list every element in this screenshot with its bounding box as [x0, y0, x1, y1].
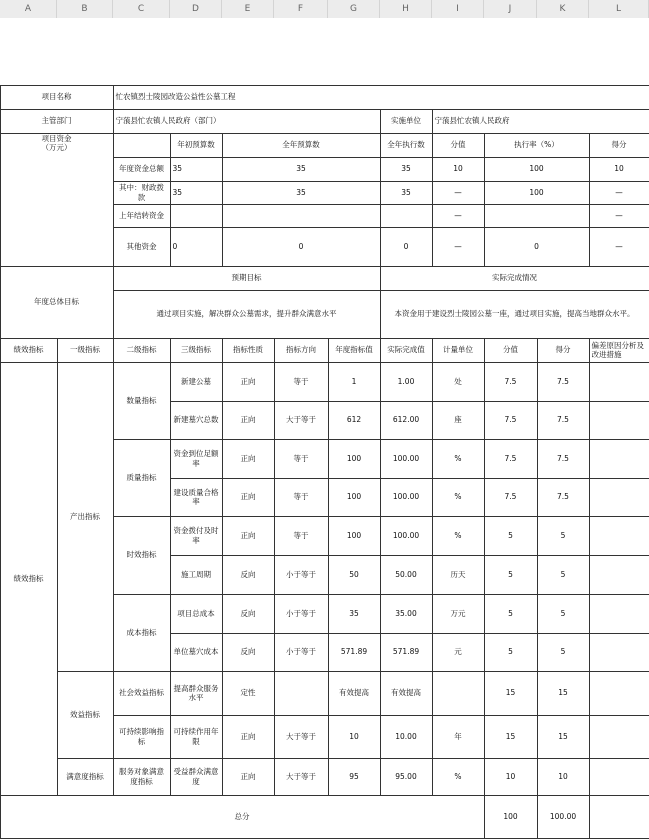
funds-header-rate: 执行率（%）: [484, 133, 590, 158]
indicator-unit: %: [432, 516, 485, 556]
goals-expected-header: 预期目标: [113, 266, 381, 291]
indicator-score: 7.5: [537, 478, 590, 517]
level2-cell: 服务对象满意度指标: [113, 758, 171, 796]
level1-output: 产出指标: [57, 362, 114, 672]
indicator-target: 100: [328, 478, 381, 517]
indicator-unit: 处: [432, 362, 485, 402]
indicator-nature: 正向: [222, 439, 275, 479]
indicator-actual: 100.00: [380, 516, 433, 556]
funds-row-score: —: [589, 204, 649, 228]
level1-benefit: 效益指标: [57, 671, 114, 759]
indicator-actual: 1.00: [380, 362, 433, 402]
indicator-header: 指标方向: [274, 338, 329, 363]
indicator-value: 5: [484, 555, 538, 595]
funds-row-annual: 35: [222, 157, 381, 182]
indicator-deviation: [589, 715, 649, 759]
total-score: 100.00: [537, 795, 590, 839]
indicator-name: 建设质量合格率: [170, 478, 223, 517]
indicator-score: 5: [537, 594, 590, 634]
project-name-value: 忙农镇烈士陵园改造公益性公墓工程: [113, 85, 649, 110]
indicator-direction: [274, 671, 329, 716]
indicator-name: 单位墓穴成本: [170, 633, 223, 672]
indicator-header: 分值: [484, 338, 538, 363]
indicator-value: 10: [484, 758, 538, 796]
evaluation-sheet: [0, 18, 649, 840]
indicator-deviation: [589, 594, 649, 634]
indicator-name: 新建墓穴总数: [170, 401, 223, 440]
goals-actual-text: 本资金用于建设烈士陵园公墓一座，通过项目实施，提高当地群众水平。: [380, 290, 649, 339]
indicator-nature: 反向: [222, 594, 275, 634]
indicator-unit: 万元: [432, 594, 485, 634]
indicator-direction: 大于等于: [274, 758, 329, 796]
funds-row-annual: 35: [222, 181, 381, 205]
funds-row-initial: 0: [170, 227, 223, 267]
funds-row-score: 10: [589, 157, 649, 182]
indicator-header: 三级指标: [170, 338, 223, 363]
indicator-unit: [432, 671, 485, 716]
funds-row-initial: [170, 204, 223, 228]
indicator-nature: 正向: [222, 362, 275, 402]
funds-row-annual: 0: [222, 227, 381, 267]
total-value: 100: [484, 795, 538, 839]
indicator-value: 5: [484, 633, 538, 672]
indicator-target: 100: [328, 439, 381, 479]
indicator-value: 7.5: [484, 401, 538, 440]
column-header-e[interactable]: E: [222, 0, 274, 18]
indicator-deviation: [589, 633, 649, 672]
indicator-header: 计量单位: [432, 338, 485, 363]
column-header-i[interactable]: I: [432, 0, 484, 18]
goals-expected-text: 通过项目实施，解决群众公墓需求，提升群众满意水平: [113, 290, 381, 339]
column-header-h[interactable]: H: [380, 0, 432, 18]
indicator-unit: 年: [432, 715, 485, 759]
indicator-target: 10: [328, 715, 381, 759]
column-header-l[interactable]: L: [589, 0, 649, 18]
funds-row-name: 其中：财政拨款: [113, 181, 171, 205]
indicator-actual: 95.00: [380, 758, 433, 796]
funds-row-name: 其他资金: [113, 227, 171, 267]
funds-header-executed: 全年执行数: [380, 133, 433, 158]
indicator-name: 新建公墓: [170, 362, 223, 402]
indicator-nature: 正向: [222, 401, 275, 440]
funds-row-executed: 0: [380, 227, 433, 267]
indicator-unit: 座: [432, 401, 485, 440]
level2-cell: 时效指标: [113, 516, 171, 595]
funds-row-executed: 35: [380, 181, 433, 205]
indicator-value: 7.5: [484, 439, 538, 479]
indicator-direction: 等于: [274, 439, 329, 479]
level2-cell: 社会效益指标: [113, 671, 171, 716]
indicator-unit: 历天: [432, 555, 485, 595]
indicator-nature: 反向: [222, 555, 275, 595]
indicator-actual: 100.00: [380, 439, 433, 479]
indicator-name: 可持续作用年限: [170, 715, 223, 759]
indicator-direction: 等于: [274, 362, 329, 402]
indicator-name: 资金到位足额率: [170, 439, 223, 479]
indicator-nature: 反向: [222, 633, 275, 672]
indicator-deviation: [589, 516, 649, 556]
indicator-score: 15: [537, 715, 590, 759]
indicator-score: 5: [537, 516, 590, 556]
indicator-header: 得分: [537, 338, 590, 363]
funds-header-annual: 全年预算数: [222, 133, 381, 158]
indicator-value: 15: [484, 671, 538, 716]
funds-row-initial: 35: [170, 157, 223, 182]
column-header-c[interactable]: C: [113, 0, 170, 18]
indicator-deviation: [589, 555, 649, 595]
indicator-actual: 50.00: [380, 555, 433, 595]
indicator-header: 二级指标: [113, 338, 171, 363]
column-header-f[interactable]: F: [274, 0, 328, 18]
funds-row-name: 上年结转资金: [113, 204, 171, 228]
indicator-target: 35: [328, 594, 381, 634]
indicator-score: 7.5: [537, 362, 590, 402]
goals-label: 年度总体目标: [0, 266, 114, 339]
indicator-target: 100: [328, 516, 381, 556]
indicator-unit: %: [432, 758, 485, 796]
indicator-target: 95: [328, 758, 381, 796]
funds-header-blank: [113, 133, 171, 158]
indicator-deviation: [589, 439, 649, 479]
indicator-value: 7.5: [484, 362, 538, 402]
funds-header-score: 得分: [589, 133, 649, 158]
indicator-target: 50: [328, 555, 381, 595]
funds-row-name: 年度资金总额: [113, 157, 171, 182]
total-label: 总分: [0, 795, 485, 839]
indicator-name: 受益群众满意度: [170, 758, 223, 796]
indicator-value: 5: [484, 516, 538, 556]
indicator-nature: 正向: [222, 516, 275, 556]
project-name-label: 项目名称: [0, 85, 114, 110]
indicator-deviation: [589, 478, 649, 517]
indicator-target: 612: [328, 401, 381, 440]
indicator-actual: 35.00: [380, 594, 433, 634]
indicator-value: 7.5: [484, 478, 538, 517]
funds-label: 项目资金 （万元）: [0, 133, 114, 267]
indicator-actual: 612.00: [380, 401, 433, 440]
authority-value: 宁蒗县忙农镇人民政府（部门）: [113, 109, 381, 134]
funds-row-score-value: 10: [432, 157, 485, 182]
funds-header-score-value: 分值: [432, 133, 485, 158]
funds-row-annual: [222, 204, 381, 228]
indicator-deviation: [589, 401, 649, 440]
column-header-g[interactable]: G: [328, 0, 380, 18]
indicator-unit: %: [432, 439, 485, 479]
funds-row-score: —: [589, 227, 649, 267]
indicator-header: 一级指标: [57, 338, 114, 363]
funds-row-initial: 35: [170, 181, 223, 205]
indicator-direction: 等于: [274, 516, 329, 556]
funds-row-score-value: —: [432, 204, 485, 228]
indicator-actual: 100.00: [380, 478, 433, 517]
indicator-direction: 等于: [274, 478, 329, 517]
indicator-header: 实际完成值: [380, 338, 433, 363]
indicator-header: 年度指标值: [328, 338, 381, 363]
indicator-name: 施工周期: [170, 555, 223, 595]
funds-row-rate: [484, 204, 590, 228]
funds-row-rate: 100: [484, 157, 590, 182]
column-header-b[interactable]: B: [57, 0, 113, 18]
funds-header-initial: 年初预算数: [170, 133, 223, 158]
indicator-score: 7.5: [537, 401, 590, 440]
impl-unit-value: 宁蒗县忙农镇人民政府: [432, 109, 649, 134]
total-blank: [589, 795, 649, 839]
indicator-deviation: [589, 671, 649, 716]
indicator-actual: 10.00: [380, 715, 433, 759]
funds-row-score: —: [589, 181, 649, 205]
indicator-nature: 定性: [222, 671, 275, 716]
indicator-score: 5: [537, 555, 590, 595]
title-area: [0, 18, 649, 86]
indicator-header: 绩效指标: [0, 338, 58, 363]
indicator-target: 1: [328, 362, 381, 402]
indicator-score: 5: [537, 633, 590, 672]
indicator-header: 偏差原因分析及改进措施: [589, 338, 649, 363]
indicator-direction: 小于等于: [274, 633, 329, 672]
authority-label: 主管部门: [0, 109, 114, 134]
indicator-target: 有效提高: [328, 671, 381, 716]
impl-unit-label: 实施单位: [380, 109, 433, 134]
funds-row-rate: 0: [484, 227, 590, 267]
funds-row-executed: 35: [380, 157, 433, 182]
indicator-value: 5: [484, 594, 538, 634]
column-header-bar: [0, 0, 649, 19]
level2-cell: 成本指标: [113, 594, 171, 672]
level2-cell: 可持续影响指标: [113, 715, 171, 759]
indicator-nature: 正向: [222, 478, 275, 517]
goals-actual-header: 实际完成情况: [380, 266, 649, 291]
indicator-unit: 元: [432, 633, 485, 672]
funds-row-score-value: —: [432, 227, 485, 267]
column-header-d[interactable]: D: [170, 0, 222, 18]
indicator-target: 571.89: [328, 633, 381, 672]
indicator-actual: 571.89: [380, 633, 433, 672]
funds-row-rate: 100: [484, 181, 590, 205]
indicator-deviation: [589, 362, 649, 402]
indicator-value: 15: [484, 715, 538, 759]
indicator-score: 15: [537, 671, 590, 716]
indicator-actual: 有效提高: [380, 671, 433, 716]
level2-cell: 质量指标: [113, 439, 171, 517]
indicator-direction: 小于等于: [274, 555, 329, 595]
indicator-direction: 大于等于: [274, 401, 329, 440]
level1-satisfaction: 满意度指标: [57, 758, 114, 796]
indicator-score: 10: [537, 758, 590, 796]
indicator-deviation: [589, 758, 649, 796]
indicator-direction: 小于等于: [274, 594, 329, 634]
column-header-a[interactable]: A: [0, 0, 57, 18]
perf-label: 绩效指标: [0, 362, 58, 796]
indicator-name: 提高群众服务水平: [170, 671, 223, 716]
funds-row-executed: [380, 204, 433, 228]
column-header-j[interactable]: J: [484, 0, 537, 18]
indicator-nature: 正向: [222, 758, 275, 796]
level2-cell: 数量指标: [113, 362, 171, 440]
indicator-nature: 正向: [222, 715, 275, 759]
funds-row-score-value: —: [432, 181, 485, 205]
indicator-unit: %: [432, 478, 485, 517]
indicator-header: 指标性质: [222, 338, 275, 363]
column-header-k[interactable]: K: [537, 0, 589, 18]
indicator-direction: 大于等于: [274, 715, 329, 759]
indicator-score: 7.5: [537, 439, 590, 479]
indicator-name: 项目总成本: [170, 594, 223, 634]
indicator-name: 资金拨付及时率: [170, 516, 223, 556]
